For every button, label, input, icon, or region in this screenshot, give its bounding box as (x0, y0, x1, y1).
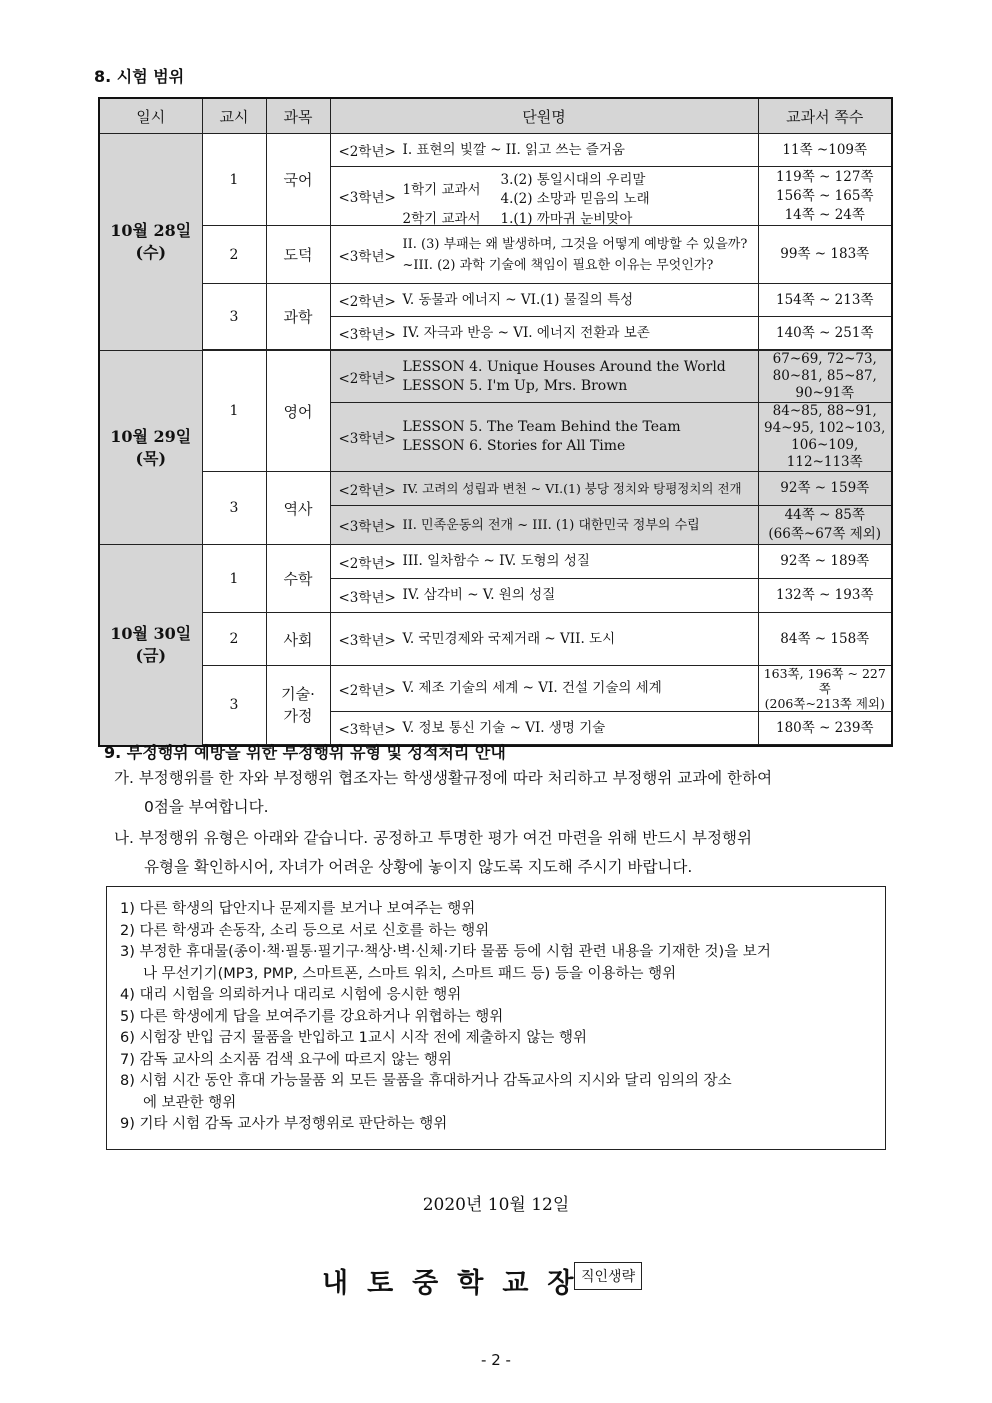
pages-cell (758, 506, 892, 545)
day-date: 10월 29일 (110, 426, 192, 446)
unit-text: V. 제조 기술의 세계 ~ VI. 건설 기술의 세계 (402, 680, 662, 696)
unit-cell (330, 613, 758, 666)
table-row (99, 351, 892, 403)
grade-label: <2학년> (338, 370, 396, 387)
cheating-types-box (106, 886, 886, 1150)
table-row (99, 545, 892, 579)
day-cell (99, 351, 202, 545)
period-cell: 3 (202, 472, 266, 545)
subject-line: 가정 (283, 707, 313, 725)
grade-label: <2학년> (338, 682, 396, 699)
unit-text: 1.(1) 까마귀 눈비맞아 (500, 210, 633, 227)
header-subject: 과목 (266, 98, 330, 134)
subject-cell: 사회 (266, 613, 330, 666)
pages-line: 67~69, 72~73, (772, 351, 877, 367)
unit-cell (330, 167, 758, 226)
unit-text: 4.(2) 소망과 믿음의 노래 (500, 190, 650, 207)
header-pages: 교과서 쪽수 (758, 98, 892, 134)
list-item: 4) 대리 시험을 의뢰하거나 대리로 시험에 응시한 행위 (120, 987, 462, 1003)
grade-label: <3학년> (338, 722, 396, 738)
table-header-row (99, 98, 892, 134)
semester-label: 2학기 교과서 (402, 210, 481, 227)
unit-text: II. 민족운동의 전개 ~ III. (1) 대한민국 정부의 수립 (402, 517, 700, 533)
list-item: 3) 부정한 휴대물(종이·책·필통·필기구·책상·벽·신체·기타 물품 등에 시험 관련 내용을 기재한 것)을 보거 (120, 944, 771, 960)
subject-cell: 영어 (266, 351, 330, 472)
day-date: 10월 30일 (110, 624, 192, 643)
pages-cell (758, 351, 892, 403)
unit-text: LESSON 4. Unique Houses Around the World (402, 358, 726, 375)
pages-cell: 132쪽 ~ 193쪽 (758, 579, 892, 613)
document-date: 2020년 10월 12일 (422, 1195, 570, 1215)
pages-line: (66쪽~67쪽 제외) (768, 526, 882, 542)
unit-text: LESSON 5. I'm Up, Mrs. Brown (402, 377, 628, 394)
table-row (99, 613, 892, 666)
unit-cell (330, 579, 758, 613)
unit-cell (330, 545, 758, 579)
list-item: 에 보관한 행위 (143, 1094, 237, 1111)
day-date: 10월 28일 (110, 221, 192, 240)
period-cell: 3 (202, 666, 266, 745)
section-8-title: 8. 시험 범위 (94, 67, 185, 86)
unit-text: IV. 고려의 성립과 변천 ~ VI.(1) 붕당 정치와 탕평정치의 전개 (402, 481, 742, 496)
unit-text: III. 일차함수 ~ IV. 도형의 성질 (402, 553, 590, 569)
period-cell: 2 (202, 226, 266, 284)
unit-cell (330, 506, 758, 545)
subject-cell: 수학 (266, 545, 330, 613)
pages-cell: 92쪽 ~ 159쪽 (758, 472, 892, 506)
list-item: 나 무선기기(MP3, PMP, 스마트폰, 스마트 워치, 스마트 패드 등) 등을 이용하는 행위 (143, 965, 677, 982)
list-item: 6) 시험장 반입 금지 물품을 반입하고 1교시 시작 전에 제출하지 않는 행위 (120, 1030, 588, 1046)
grade-label: <3학년> (338, 327, 396, 343)
notice-line: 나. 부정행위 유형은 아래와 같습니다. 공정하고 투명한 평가 여건 마련을 위해 반드시 부정행위 (114, 829, 752, 847)
unit-text: V. 국민경제와 국제거래 ~ VII. 도시 (402, 630, 616, 647)
subject-cell (266, 666, 330, 745)
pages-line: 80~81, 85~87, (772, 368, 877, 384)
grade-label: <3학년> (338, 519, 396, 535)
grade-label: <3학년> (338, 633, 396, 649)
header-date: 일시 (99, 98, 202, 134)
unit-cell (330, 317, 758, 350)
pages-line: 84~85, 88~91, (772, 403, 877, 419)
unit-cell (330, 666, 758, 712)
pages-cell: 92쪽 ~ 189쪽 (758, 545, 892, 579)
pages-cell: 154쪽 ~ 213쪽 (758, 284, 892, 317)
grade-label: <2학년> (338, 144, 396, 160)
pages-line: 106~109, 112~113쪽 (786, 437, 863, 470)
period-cell: 1 (202, 134, 266, 226)
period-cell: 3 (202, 284, 266, 350)
header-unit: 단원명 (330, 98, 758, 134)
pages-line: 156쪽 ~ 165쪽 (775, 187, 874, 204)
unit-cell (330, 403, 758, 472)
unit-cell (330, 284, 758, 317)
pages-cell: 84쪽 ~ 158쪽 (758, 613, 892, 666)
list-item: 1) 다른 학생의 답안지나 문제지를 보거나 보여주는 행위 (120, 901, 476, 917)
pages-cell: 11쪽 ~109쪽 (758, 134, 892, 167)
period-cell: 2 (202, 613, 266, 666)
subject-cell: 과학 (266, 284, 330, 350)
principal-signature: 내토중학교장 (322, 1268, 593, 1299)
page-number: - 2 - (481, 1351, 511, 1369)
notice-line: 유형을 확인하시어, 자녀가 어려운 상황에 놓이지 않도록 지도해 주시기 바랍니다. (144, 858, 693, 876)
unit-text: LESSON 5. The Team Behind the Team (402, 419, 681, 435)
list-item: 5) 다른 학생에게 답을 보여주기를 강요하거나 위협하는 행위 (120, 1008, 504, 1025)
day-weekday: (목) (135, 448, 167, 468)
subject-cell: 역사 (266, 472, 330, 545)
table-row (99, 666, 892, 712)
subject-cell: 국어 (266, 134, 330, 226)
period-cell: 1 (202, 545, 266, 613)
period-cell: 1 (202, 351, 266, 472)
unit-text: IV. 삼각비 ~ V. 원의 성질 (402, 587, 556, 603)
unit-text: ~III. (2) 과학 기술에 책임이 필요한 이유는 무엇인가? (402, 257, 714, 273)
unit-cell (330, 472, 758, 506)
day-weekday: (금) (135, 646, 167, 665)
unit-cell (330, 351, 758, 403)
exam-schedule-table (98, 97, 893, 747)
grade-label: <3학년> (338, 431, 396, 447)
pages-cell (758, 403, 892, 472)
unit-text: LESSON 6. Stories for All Time (402, 438, 626, 454)
unit-text: 3.(2) 통일시대의 우리말 (500, 171, 646, 188)
notice-paragraph-ga (114, 764, 904, 822)
table-row (99, 134, 892, 167)
list-item: 7) 감독 교사의 소지품 검색 요구에 따르지 않는 행위 (120, 1051, 452, 1068)
unit-text: II. (3) 부패는 왜 발생하며, 그것을 어떻게 예방할 수 있을까? (402, 236, 748, 252)
pages-cell: 99쪽 ~ 183쪽 (758, 226, 892, 284)
list-item: 8) 시험 시간 동안 휴대 가능물품 외 모든 물품을 휴대하거나 감독교사의 지시와 달리 임의의 장소 (120, 1073, 732, 1089)
pages-cell: 140쪽 ~ 251쪽 (758, 317, 892, 350)
notice-line: 0점을 부여합니다. (144, 798, 269, 816)
pages-line: 90~91쪽 (795, 385, 855, 401)
pages-line: 14쪽 ~ 24쪽 (784, 206, 865, 223)
unit-text: IV. 자극과 반응 ~ VI. 에너지 전환과 보존 (402, 324, 650, 341)
pages-line: (206쪽~213쪽 제외) (764, 696, 885, 711)
list-item: 9) 기타 시험 감독 교사가 부정행위로 판단하는 행위 (120, 1116, 448, 1132)
pages-line: 163쪽, 196쪽 ~ 227쪽 (763, 666, 886, 696)
day-weekday: (수) (135, 243, 167, 262)
day-cell (99, 134, 202, 351)
section-9-title: 9. 부정행위 예방을 위한 부정행위 유형 및 성적처리 안내 (104, 743, 506, 762)
unit-text: V. 정보 통신 기술 ~ VI. 생명 기술 (402, 719, 606, 736)
table-row (99, 226, 892, 284)
semester-label: 1학기 교과서 (402, 181, 481, 198)
unit-cell (330, 134, 758, 167)
grade-label: <2학년> (338, 294, 396, 310)
pages-line: 119쪽 ~ 127쪽 (775, 168, 874, 185)
day-cell (99, 545, 202, 747)
notice-paragraph-na (114, 824, 904, 882)
grade-label: <2학년> (338, 482, 396, 499)
pages-line: 94~95, 102~103, (764, 420, 886, 436)
subject-cell: 도덕 (266, 226, 330, 284)
grade-label: <3학년> (338, 589, 396, 606)
grade-label: <3학년> (338, 248, 396, 265)
subject-line: 기술· (281, 685, 315, 703)
seal-omitted-stamp: 직인생략 (574, 1262, 642, 1290)
notice-line: 가. 부정행위를 한 자와 부정행위 협조자는 학생생활규정에 따라 처리하고 부정행위 교과에 한하여 (114, 769, 773, 787)
grade-label: <2학년> (338, 555, 396, 572)
unit-text: V. 동물과 에너지 ~ VI.(1) 물질의 특성 (402, 291, 634, 308)
pages-cell (758, 167, 892, 226)
pages-cell: 180쪽 ~ 239쪽 (758, 712, 892, 745)
table-row (99, 284, 892, 317)
pages-cell (758, 666, 892, 712)
grade-label: <3학년> (338, 190, 396, 206)
header-period: 교시 (202, 98, 266, 134)
unit-text: I. 표현의 빛깔 ~ II. 읽고 쓰는 즐거움 (402, 141, 625, 158)
unit-cell (330, 226, 758, 284)
list-item: 2) 다른 학생과 손동작, 소리 등으로 서로 신호를 하는 행위 (120, 922, 490, 939)
table-row (99, 472, 892, 506)
pages-line: 44쪽 ~ 85쪽 (784, 507, 865, 523)
